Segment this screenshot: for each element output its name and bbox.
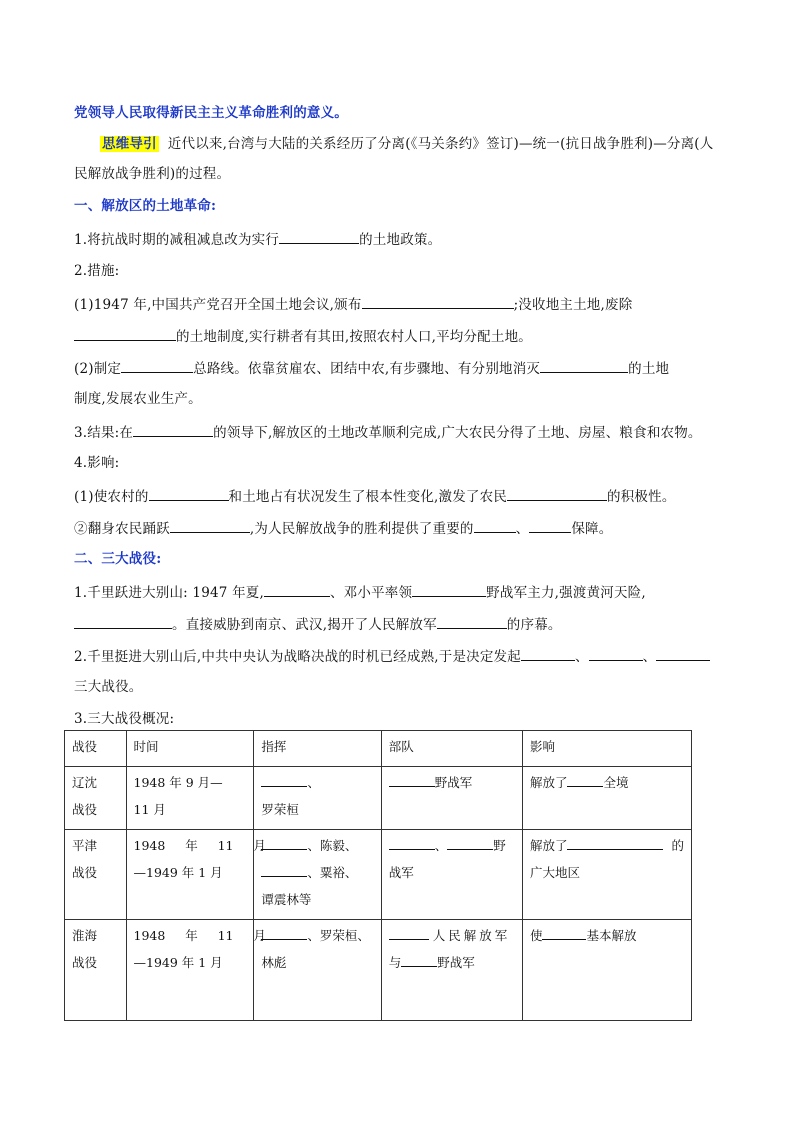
- effect-text-b: 全境: [603, 775, 629, 790]
- effect-cell: [522, 767, 691, 830]
- effect-text-a: 解放了: [529, 775, 568, 790]
- time-line-1: [133, 832, 266, 859]
- blank-cell: [542, 926, 586, 940]
- s1-measure1-line1: [74, 294, 632, 314]
- e2-text-d: 保障。: [571, 521, 613, 537]
- e1-text-c: 的积极性。: [607, 489, 676, 505]
- cmd-name: 罗荣桓: [261, 802, 299, 817]
- s1-measure2-line1: [74, 358, 669, 378]
- time-unit-year: 年: [185, 928, 198, 943]
- e1-text-a: (1)使农村的: [74, 489, 149, 505]
- blank-cell: [401, 953, 437, 967]
- m2-text-a: (2)制定: [74, 361, 122, 377]
- command-cell: [254, 920, 381, 1021]
- e2-text-c: 、: [515, 521, 530, 537]
- time-line-2: 11 月: [133, 802, 166, 817]
- m2-text-c: 的土地: [628, 361, 670, 377]
- blank-cell: [567, 836, 663, 850]
- guide-text-2: 民解放战争胜利)的过程。: [74, 166, 231, 182]
- guide-text-1: 近代以来,台湾与大陆的关系经历了分离(《马关条约》签订)—统一(抗日战争胜利)—分离(人: [167, 136, 714, 152]
- header-cell: 部队: [381, 731, 522, 767]
- time-cell: [126, 920, 266, 1021]
- s1-item3-text-b: 的领导下,解放区的土地改革顺利完成,广大农民分得了土地、房屋、粮食和农物。: [213, 425, 702, 441]
- e2-text-b: ,为人民解放战争的胜利提供了重要的: [249, 521, 474, 537]
- blank-11: [529, 518, 571, 533]
- header-cell: 指挥: [254, 731, 381, 767]
- table-row: [65, 830, 692, 920]
- unit-text-2b: 野战军: [437, 955, 475, 970]
- blank-2: [362, 294, 514, 309]
- section1-title: 一、解放区的土地革命:: [74, 198, 217, 214]
- time-line-1: 1948 年 9 月—: [133, 775, 223, 790]
- guide-line-1: [100, 135, 713, 153]
- unit-text: 野: [493, 838, 506, 853]
- s1-effect2: [74, 518, 612, 538]
- command-cell: [254, 767, 381, 830]
- e2-text-a: ②翻身农民踊跃: [74, 521, 170, 537]
- blank-7: [149, 486, 229, 501]
- s1-item1: [74, 229, 441, 249]
- unit-cell: [381, 920, 522, 1021]
- time-unit-month: 月: [253, 928, 266, 943]
- header-cell: 战役: [65, 731, 127, 767]
- blank-15: [437, 614, 507, 629]
- blank-cell: [389, 773, 435, 787]
- unit-text-2: 战军: [388, 865, 414, 880]
- battle-table: [64, 730, 692, 1021]
- blank-cell: [261, 836, 307, 850]
- table-header-row: [65, 731, 692, 767]
- blank-cell: [261, 773, 307, 787]
- time-line-2: —1949 年 1 月: [133, 865, 223, 880]
- time-cell: [126, 767, 254, 830]
- blank-14: [74, 614, 172, 629]
- m1-text-b: ;没收地主土地,废除: [513, 297, 633, 313]
- battle-name-cell: [65, 767, 127, 830]
- cmd-sep: 、粟裕、: [307, 865, 358, 880]
- s1-item4: 4.影响:: [74, 455, 120, 471]
- blank-cell: [567, 773, 603, 787]
- blank-9: [170, 518, 250, 533]
- effect-text-2: 广大地区: [529, 865, 580, 880]
- p2-text-c: 、: [642, 649, 657, 665]
- time-month: 11: [217, 838, 234, 853]
- blank-cell: [261, 863, 307, 877]
- blank-16: [521, 646, 575, 661]
- cmd-sep: 、罗荣桓、: [307, 928, 370, 943]
- blank-1: [279, 229, 359, 244]
- blank-4: [121, 358, 193, 373]
- blank-cell: [389, 836, 435, 850]
- blank-cell: [447, 836, 493, 850]
- battle-name-2: 战役: [72, 955, 98, 970]
- s1-measure1-line2: [74, 326, 532, 346]
- s2-p3: 3.三大战役概况:: [74, 711, 175, 727]
- s2-p1-line2: [74, 614, 562, 634]
- battle-name-2: 战役: [72, 865, 98, 880]
- blank-10: [474, 518, 516, 533]
- s1-item3-text-a: 3.结果:在: [74, 425, 134, 441]
- intro-heading: 党领导人民取得新民主主义革命胜利的意义。: [74, 105, 348, 121]
- p1-text-b: 、邓小平率领: [329, 585, 413, 601]
- p1-text-d: 。直接威胁到南京、武汉,揭开了人民解放军: [172, 617, 437, 633]
- section2-title: 二、三大战役:: [74, 551, 162, 567]
- effect-cell: [522, 830, 691, 920]
- s1-item2: 2.措施:: [74, 263, 120, 279]
- unit-text-2a: 与: [388, 955, 402, 970]
- time-line-2: —1949 年 1 月: [133, 955, 223, 970]
- e1-text-b: 和土地占有状况发生了根本性变化,激发了农民: [228, 489, 508, 505]
- time-year: 1948: [133, 928, 166, 943]
- s1-measure2-line2: 制度,发展农业生产。: [74, 391, 202, 407]
- effect-text-b: 的: [671, 838, 684, 853]
- blank-6: [133, 422, 213, 437]
- effect-text-a: 解放了: [529, 838, 568, 853]
- time-cell: [126, 830, 266, 920]
- blank-3: [74, 326, 176, 341]
- effect-text-a: 使: [529, 928, 543, 943]
- blank-12: [264, 582, 330, 597]
- header-cell: 影响: [522, 731, 691, 767]
- unit-cell: [381, 767, 522, 830]
- m1-text-a: (1)1947 年,中国共产党召开全国土地会议,颁布: [74, 297, 362, 313]
- header-cell: 时间: [126, 731, 254, 767]
- blank-cell: [389, 926, 429, 940]
- battle-name-cell: [65, 830, 127, 920]
- cmd-name: 谭震林等: [261, 892, 312, 907]
- battle-name-1: 淮海: [72, 928, 98, 943]
- table-row: [65, 920, 692, 1021]
- time-month: 11: [217, 928, 234, 943]
- time-unit-month: 月: [253, 838, 266, 853]
- blank-cell: [261, 926, 307, 940]
- effect-cell: [522, 920, 691, 1021]
- cmd-sep: 、陈毅、: [307, 838, 358, 853]
- battle-name-1: 辽沈: [72, 775, 98, 790]
- p2-text-a: 2.千里挺进大别山后,中共中央认为战略决战的时机已经成熟,于是决定发起: [74, 649, 521, 665]
- blank-8: [507, 486, 607, 501]
- unit-sep: 、: [434, 838, 448, 853]
- battle-name-2: 战役: [72, 802, 98, 817]
- battle-name-1: 平津: [72, 838, 98, 853]
- s1-effect1: [74, 486, 676, 506]
- s1-item1-text-b: 的土地政策。: [359, 232, 442, 248]
- time-year: 1948: [133, 838, 166, 853]
- unit-text: 野战军: [434, 775, 473, 790]
- effect-text-b: 基本解放: [586, 928, 637, 943]
- time-unit-year: 年: [185, 838, 198, 853]
- p1-text-e: 的序幕。: [506, 617, 562, 633]
- blank-13: [412, 582, 486, 597]
- battle-name-cell: [65, 920, 127, 1021]
- s2-p2-line2: 三大战役。: [74, 679, 143, 695]
- guide-tag: 思维导引: [102, 136, 157, 152]
- cmd-sep: 、: [307, 775, 320, 790]
- blank-17: [589, 646, 643, 661]
- p1-text-c: 野战军主力,强渡黄河天险,: [486, 585, 646, 601]
- m1-text-c: 的土地制度,实行耕者有其田,按照农村人口,平均分配土地。: [176, 329, 532, 345]
- s1-item1-text-a: 1.将抗战时期的减租减息改为实行: [74, 232, 280, 248]
- cmd-name: 林彪: [261, 955, 287, 970]
- s1-item3: [74, 422, 702, 442]
- m2-text-b: 总路线。依靠贫雇农、团结中农,有步骤地、有分别地消灭: [193, 361, 541, 377]
- p2-text-b: 、: [574, 649, 589, 665]
- s2-p2-line1: [74, 646, 710, 666]
- unit-text: 人民解放军: [432, 928, 511, 943]
- time-line-1: [133, 922, 266, 949]
- s2-p1-line1: [74, 582, 646, 602]
- blank-18: [656, 646, 710, 661]
- command-cell: [254, 830, 381, 920]
- p1-text-a: 1.千里跃进大别山: 1947 年夏,: [74, 585, 264, 601]
- table-row: [65, 767, 692, 830]
- blank-5: [540, 358, 628, 373]
- unit-cell: [381, 830, 522, 920]
